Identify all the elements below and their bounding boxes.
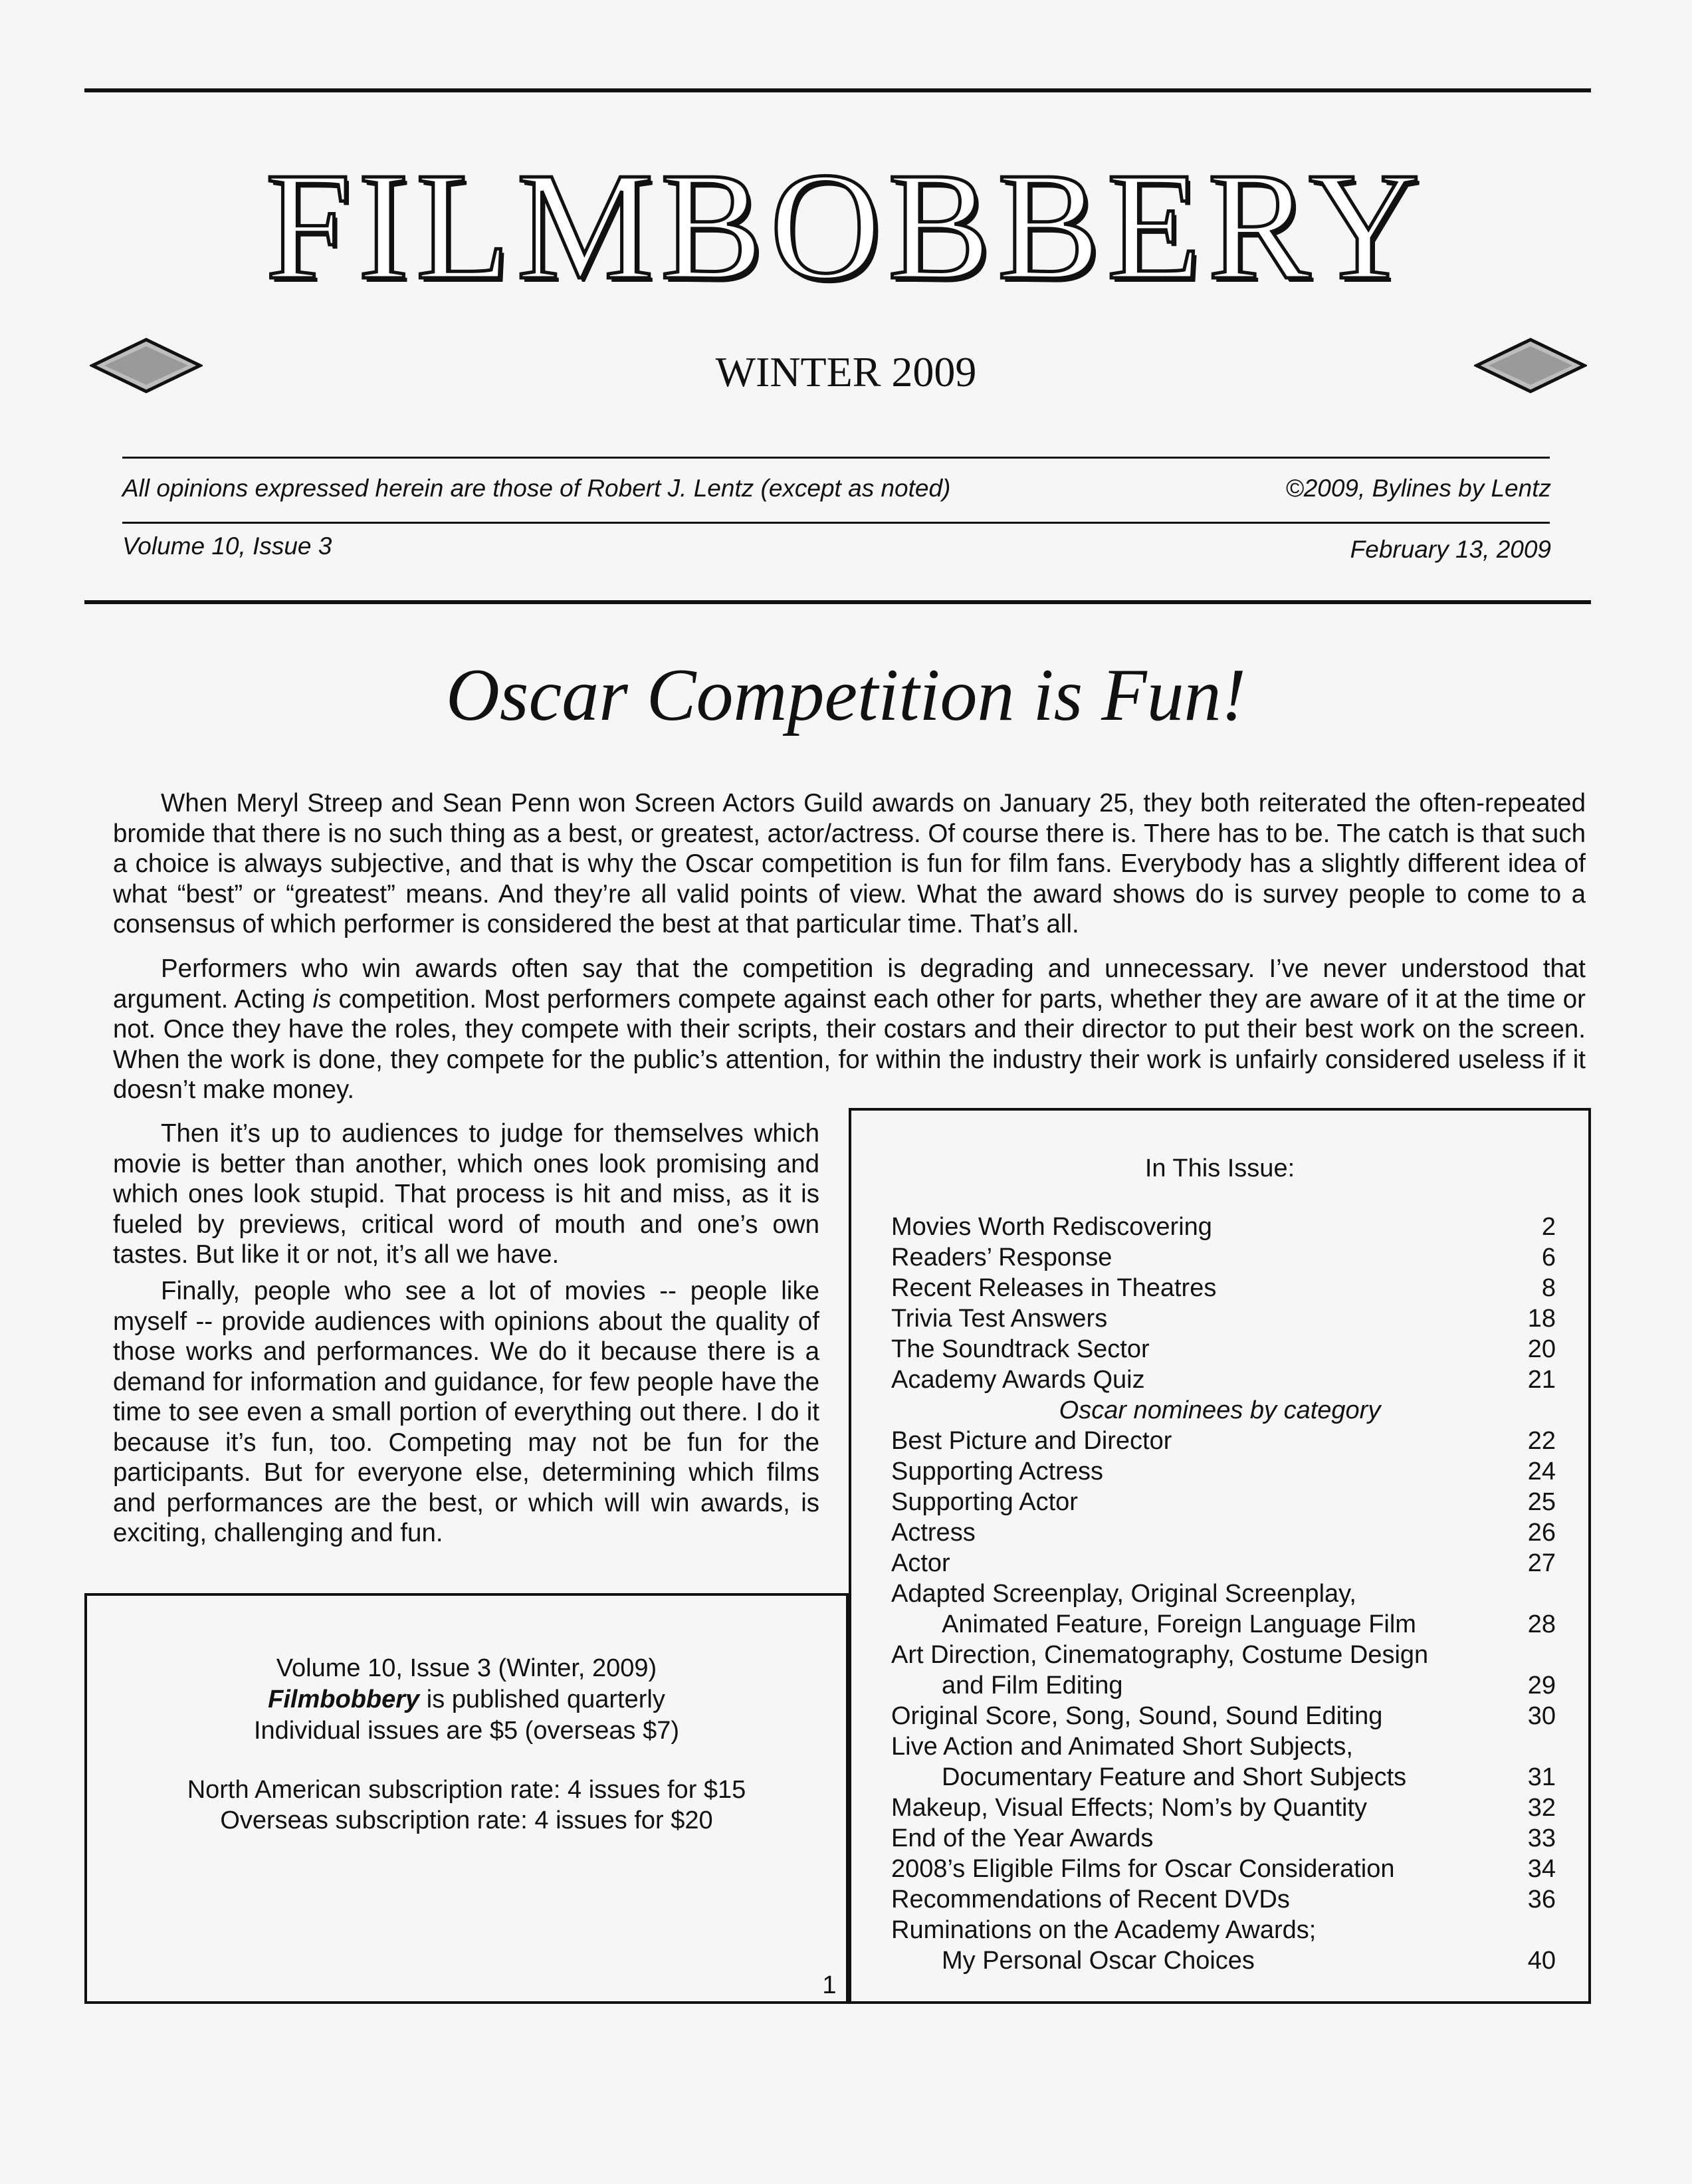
toc-item[interactable]: Supporting Actress 24 — [891, 1458, 1556, 1485]
toc-item[interactable]: and Film Editing 29 — [942, 1672, 1556, 1699]
toc-item[interactable]: Adapted Screenplay, Original Screenplay, — [891, 1580, 1356, 1608]
toc-title: In This Issue: — [1144, 1154, 1295, 1182]
toc-item[interactable]: Documentary Feature and Short Subjects 31 — [942, 1763, 1556, 1791]
toc-item[interactable]: Live Action and Animated Short Subjects, — [891, 1733, 1353, 1761]
toc-item[interactable]: Readers’ Response 6 — [891, 1244, 1556, 1271]
toc-item[interactable]: Recommendations of Recent DVDs 36 — [891, 1886, 1556, 1913]
article-paragraph-2: Performers who win awards often say that the competition is degrading and unnecessary. I’ve never understood that argument. Acting is competition. Most performers compete against each other for parts, whether they are aware of it at the time or not. Once they have the roles, they compete with their scripts, their costars and their director to put their best work on the screen. When the work is done, they compete for the public’s attention, for within the industry their work is unfairly considered useless if it doesn’t make money. — [113, 954, 1586, 1104]
article-paragraph-4: Finally, people who see a lot of movies -- people like myself -- provide audiences with opinions about the quality of those works and performances. We do it because there is a demand for information and guidance, for few people have the time to see even a small portion of everything out there. I do it because it’s fun, too. Competing may not be fun for the participants. But for everyone else, determining which films and performances are the best, or which will win awards, is exciting, challenging and fun. — [113, 1277, 819, 1547]
header-bottom-rule — [84, 600, 1591, 604]
toc-item[interactable]: Makeup, Visual Effects; Nom’s by Quantity 32 — [891, 1794, 1556, 1822]
toc-item[interactable]: My Personal Oscar Choices 40 — [942, 1947, 1556, 1975]
subscription-overseas: Overseas subscription rate: 4 issues for $20 — [220, 1806, 713, 1834]
copyright: ©2009, Bylines by Lentz — [1285, 475, 1551, 502]
toc-item[interactable]: Best Picture and Director 22 — [891, 1427, 1556, 1455]
toc-item[interactable]: The Soundtrack Sector 20 — [891, 1335, 1556, 1363]
toc-item[interactable]: Supporting Actor 25 — [891, 1488, 1556, 1516]
article-paragraph-1: When Meryl Streep and Sean Penn won Screen Actors Guild awards on January 25, they both reiterated the often-repeated bromide that there is no such thing as a best, or greatest, actor/actress. Of course there is. There has to be. The catch is that such a choice is always subjective, and that is why the Oscar competition is fun for film fans. Everybody has a slightly different idea of what “best” or “greatest” means. And they’re all valid points of view. What the award shows do is survey people to come to a consensus of which performer is considered the best at that particular time. That’s all. — [113, 789, 1586, 938]
toc-item[interactable]: Recent Releases in Theatres 8 — [891, 1274, 1556, 1302]
toc-item[interactable]: Academy Awards Quiz 21 — [891, 1366, 1556, 1394]
subscription-volume: Volume 10, Issue 3 (Winter, 2009) — [276, 1654, 657, 1682]
toc-item[interactable]: Original Score, Song, Sound, Sound Editing 30 — [891, 1702, 1556, 1730]
disclaimer: All opinions expressed herein are those of Robert J. Lentz (except as noted) — [122, 475, 951, 502]
article-paragraph-3: Then it’s up to audiences to judge for themselves which movie is better than another, which ones look promising and which ones look stupid. That process is hit and miss, as it is fueled by previews, critical word of mouth and one’s own tastes. But like it or not, it’s all we have. — [113, 1119, 819, 1269]
publication-name: Filmbobbery — [268, 1686, 420, 1713]
meta-divider — [122, 522, 1550, 524]
masthead-divider — [122, 457, 1550, 459]
subscription-box — [84, 1593, 849, 2004]
subscription-north-america: North American subscription rate: 4 issues for $15 — [187, 1776, 746, 1804]
toc-subheading: Oscar nominees by category — [1059, 1396, 1381, 1424]
toc-item[interactable]: Actress 26 — [891, 1519, 1556, 1547]
issue-date: February 13, 2009 — [1350, 536, 1551, 563]
toc-item[interactable]: Animated Feature, Foreign Language Film 28 — [942, 1610, 1556, 1638]
subscription-publish-line: Filmbobbery is published quarterly — [268, 1686, 665, 1713]
right-diamond-ornament — [1474, 337, 1587, 394]
toc-item[interactable]: End of the Year Awards 33 — [891, 1824, 1556, 1852]
page-number: 1 — [822, 1971, 837, 1999]
toc-item[interactable]: Movies Worth Rediscovering 2 — [891, 1213, 1556, 1241]
toc-item[interactable]: Actor 27 — [891, 1549, 1556, 1577]
toc-item[interactable]: 2008’s Eligible Films for Oscar Consideration 34 — [891, 1855, 1556, 1883]
toc-item[interactable]: Ruminations on the Academy Awards; — [891, 1916, 1317, 1944]
subscription-price: Individual issues are $5 (overseas $7) — [253, 1717, 679, 1745]
headline: Oscar Competition is Fun! — [446, 654, 1246, 736]
toc-item[interactable]: Trivia Test Answers 18 — [891, 1305, 1556, 1333]
masthead-title: FILMBOBBERY — [265, 141, 1427, 312]
volume-issue: Volume 10, Issue 3 — [122, 532, 332, 560]
top-rule — [84, 88, 1591, 92]
toc-item[interactable]: Art Direction, Cinematography, Costume Design — [891, 1641, 1429, 1669]
table-of-contents — [849, 1108, 1591, 2004]
edition-label: WINTER 2009 — [715, 348, 977, 395]
emphasis-is: is — [312, 984, 332, 1014]
